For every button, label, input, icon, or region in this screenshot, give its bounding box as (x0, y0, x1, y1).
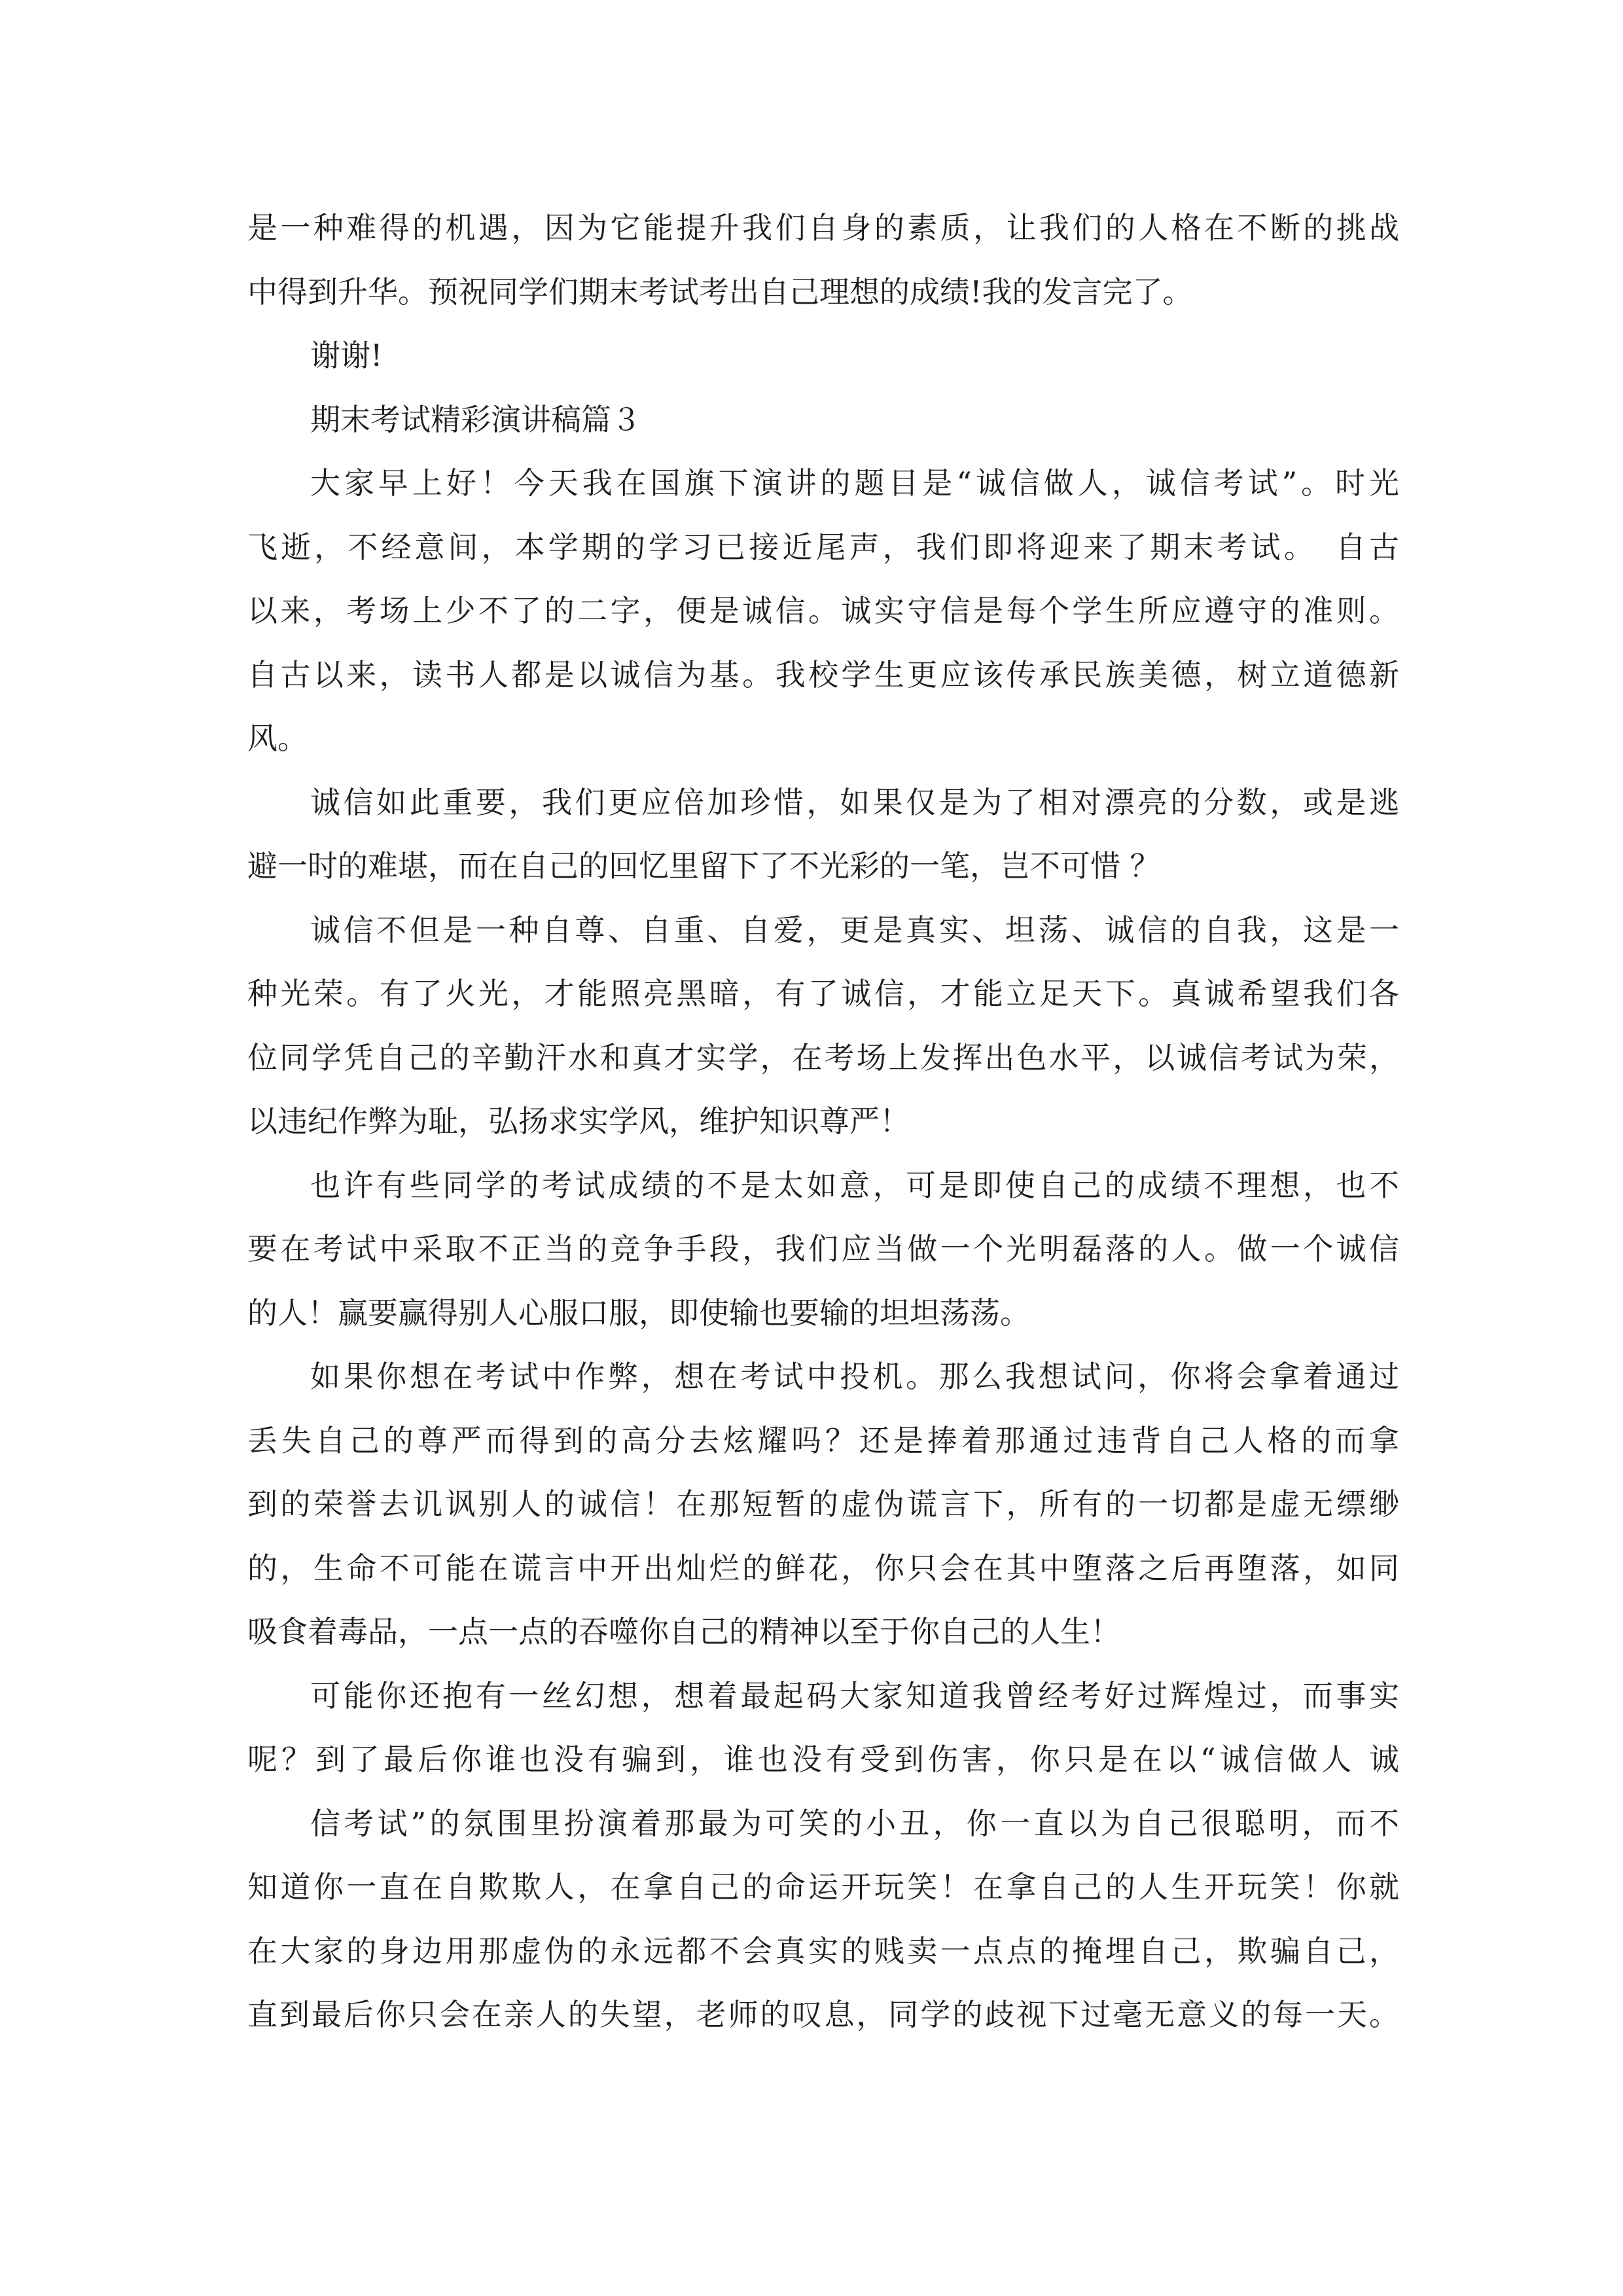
text-line: 避一时的难堪，而在自己的回忆里留下了不光彩的一笔，岂不可惜 ？ (247, 848, 1160, 884)
text-line: 也许有些同学的考试成绩的不是太如意，可是即使自己的成绩不理想，也不 (310, 1167, 1399, 1203)
text-line: 自古以来，读书人都是以诚信为基。我校学生更应该传承民族美德，树立道德新 (247, 656, 1399, 692)
text-line: 飞逝，不经意间，本学期的学习已接近尾声，我们即将迎来了期末考试。 自古 (247, 529, 1399, 565)
document-body (247, 196, 1399, 2047)
text-line: 大家早上好！今天我在国旗下演讲的题目是“诚信做人，诚信考试”。时光 (310, 465, 1399, 501)
text-line: 丢失自己的尊严而得到的高分去炫耀吗？还是捧着那通过违背自己人格的而拿 (247, 1422, 1399, 1458)
section-heading: 期末考试精彩演讲稿篇３ (310, 401, 641, 437)
text-line: 到的荣誉去讥讽别人的诚信！在那短暂的虚伪谎言下，所有的一切都是虚无缥缈 (247, 1486, 1399, 1522)
text-line: 直到最后你只会在亲人的失望，老师的叹息，同学的歧视下过毫无意义的每一天。 (247, 1997, 1399, 2032)
text-line: 知道你一直在自欺欺人，在拿自己的命运开玩笑！在拿自己的人生开玩笑！你就 (247, 1869, 1399, 1905)
text-line: 诚信不但是一种自尊、自重、自爱，更是真实、坦荡、诚信的自我，这是一 (310, 912, 1399, 948)
text-line: 以来，考场上少不了的二字，便是诚信。诚实守信是每个学生所应遵守的准则。 (247, 593, 1399, 628)
text-line: 的人！赢要赢得别人心服口服，即使输也要输的坦坦荡荡。 (247, 1295, 1030, 1331)
text-line: 可能你还抱有一丝幻想，想着最起码大家知道我曾经考好过辉煌过，而事实 (310, 1677, 1399, 1713)
text-line: 要在考试中采取不正当的竞争手段，我们应当做一个光明磊落的人。做一个诚信 (247, 1231, 1399, 1266)
text-line: 风。 (247, 721, 308, 756)
text-line: 信考试”的氛围里扮演着那最为可笑的小丑，你一直以为自己很聪明，而不 (310, 1805, 1399, 1841)
text-line: 是一种难得的机遇，因为它能提升我们自身的素质，让我们的人格在不断的挑战 (247, 210, 1399, 245)
text-line: 谢谢! (310, 338, 383, 373)
text-line: 如果你想在考试中作弊，想在考试中投机。那么我想试问，你将会拿着通过 (310, 1359, 1399, 1394)
text-line: 中得到升华。预祝同学们期末考试考出自己理想的成绩!我的发言完了。 (247, 274, 1193, 310)
text-line: 的，生命不可能在谎言中开出灿烂的鲜花，你只会在其中堕落之后再堕落，如同 (247, 1550, 1399, 1586)
text-line: 诚信如此重要，我们更应倍加珍惜，如果仅是为了相对漂亮的分数，或是逃 (310, 784, 1399, 820)
text-line: 呢？到了最后你谁也没有骗到，谁也没有受到伤害，你只是在以“诚信做人 诚 (247, 1742, 1399, 1777)
text-line: 以违纪作弊为耻，弘扬求实学风，维护知识尊严！ (247, 1103, 910, 1139)
text-line: 吸食着毒品，一点一点的吞噬你自己的精神以至于你自己的人生！ (247, 1614, 1120, 1649)
text-line: 在大家的身边用那虚伪的永远都不会真实的贱卖一点点的掩埋自己，欺骗自己， (247, 1933, 1399, 1969)
text-line: 位同学凭自己的辛勤汗水和真才实学，在考场上发挥出色水平，以诚信考试为荣， (247, 1039, 1399, 1075)
text-line: 种光荣。有了火光，才能照亮黑暗，有了诚信，才能立足天下。真诚希望我们各 (247, 976, 1399, 1011)
